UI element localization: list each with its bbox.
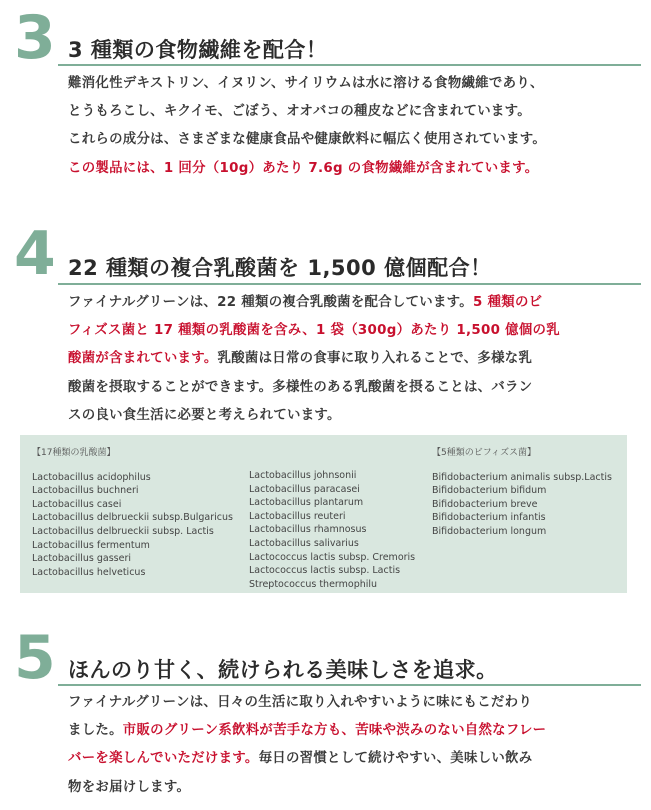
strain-item: Lactobacillus delbrueckii subsp. Lactis	[32, 525, 214, 537]
strain-item: Bifidobacterium bifidum	[432, 485, 547, 497]
bifidobacterium-column	[432, 447, 612, 539]
section-number-3: 3	[14, 3, 56, 73]
strain-item: Bifidobacterium infantis	[432, 512, 546, 524]
section-4-body	[68, 289, 638, 430]
text-segment: 乳酸菌は日常の食事に取り入れることで、多様な乳	[217, 351, 533, 367]
section-4-divider	[58, 283, 641, 285]
text-highlight: バーを楽しんでいただけます。	[68, 751, 259, 767]
strain-item: Lactobacillus johnsonii	[249, 470, 357, 481]
strain-item: Bifidobacterium animalis subsp.Lactis	[432, 471, 612, 483]
strain-item: Streptococcus thermophilu	[249, 578, 378, 590]
section-3-divider	[58, 64, 641, 66]
text-line: スの良い食生活に必要と考えられています。	[68, 407, 341, 423]
text-line: フィズス菌と 17 種類の乳酸菌を含み、1 袋（300g）あたり 1,500 億個の乳	[68, 323, 560, 339]
text-line: 難消化性デキストリン、イヌリン、サイリウムは水に溶ける食物繊維であり、	[68, 76, 544, 91]
strain-list-box	[20, 435, 627, 593]
section-5-divider	[58, 684, 641, 686]
text-line: 酸菌を摂取することができます。多様性のある乳酸菌を摂ることは、バラン	[68, 379, 533, 395]
lactobacillus-column-1	[32, 447, 233, 579]
text-segment: ファイナルグリーンは、22 種類の複合乳酸菌を配合しています。	[68, 295, 473, 310]
strain-item: Lactobacillus gasseri	[32, 553, 131, 565]
strain-item: Lactobacillus buchneri	[32, 485, 139, 497]
strain-item: Lactobacillus helveticus	[32, 566, 146, 578]
section-number-4: 4	[14, 219, 56, 289]
strain-item: Lactobacillus salivarius	[249, 537, 359, 549]
text-highlight: 市販のグリーン系飲料が苦手な方も、苦味や渋みのない自然なフレー	[122, 723, 547, 739]
strain-item: Bifidobacterium longum	[432, 525, 547, 537]
strain-item: Lactobacillus delbrueckii subsp.Bulgaricus	[32, 512, 233, 524]
strain-item: Lactococcus lactis subsp. Cremoris	[249, 551, 416, 563]
strain-item: Lactobacillus plantarum	[249, 497, 364, 509]
text-line: これらの成分は、さまざまな健康食品や健康飲料に幅広く使用されています。	[68, 132, 547, 148]
section-3-body	[68, 70, 638, 183]
text-highlight: 酸菌が含まれています。	[68, 351, 218, 367]
text-line: ファイナルグリーンは、日々の生活に取り入れやすいように味にもこだわり	[68, 695, 533, 710]
text-segment: ました。	[68, 723, 123, 739]
text-segment: 毎日の習慣として続けやすい、美味しい飲み	[258, 751, 533, 767]
strain-item: Lactobacillus fermentum	[32, 539, 150, 551]
fiber-highlight: この製品には、1 回分（10g）あたり 7.6g の食物繊維が含まれています。	[68, 160, 539, 176]
text-line	[68, 745, 638, 773]
strain-item: Lactobacillus rhamnosus	[249, 524, 367, 536]
strain-item: Lactobacillus casei	[32, 498, 122, 510]
strain-item: Lactobacillus paracasei	[249, 483, 360, 495]
text-line: とうもろこし、キクイモ、ごぼう、オオバコの種皮などに含まれています。	[68, 104, 531, 120]
strain-item: Bifidobacterium breve	[432, 498, 538, 510]
section-3-heading: 3 種類の食物繊維を配合！	[68, 38, 328, 62]
section-number-5: 5	[14, 623, 56, 693]
strain-item: Lactobacillus reuteri	[249, 510, 346, 522]
text-line: 物をお届けします。	[68, 779, 191, 795]
section-4-heading: 22 種類の複合乳酸菌を 1,500 億個配合！	[68, 256, 492, 280]
text-line	[68, 345, 638, 373]
text-line	[68, 289, 638, 317]
strain-item: Lactococcus lactis subsp. Lactis	[249, 565, 401, 577]
section-5-heading: ほんのり甘く、続けられる美味しさを追求。	[68, 658, 498, 682]
lactobacillus-column-2	[249, 469, 415, 591]
text-highlight: 5 種類のビ	[473, 295, 543, 310]
section-5-body	[68, 689, 638, 802]
bifido-heading: 【5種類のビフィズス菌】	[432, 448, 537, 458]
lacto-heading: 【17種類の乳酸菌】	[32, 448, 116, 458]
strain-item: Lactobacillus acidophilus	[32, 471, 151, 483]
text-line	[68, 717, 638, 745]
